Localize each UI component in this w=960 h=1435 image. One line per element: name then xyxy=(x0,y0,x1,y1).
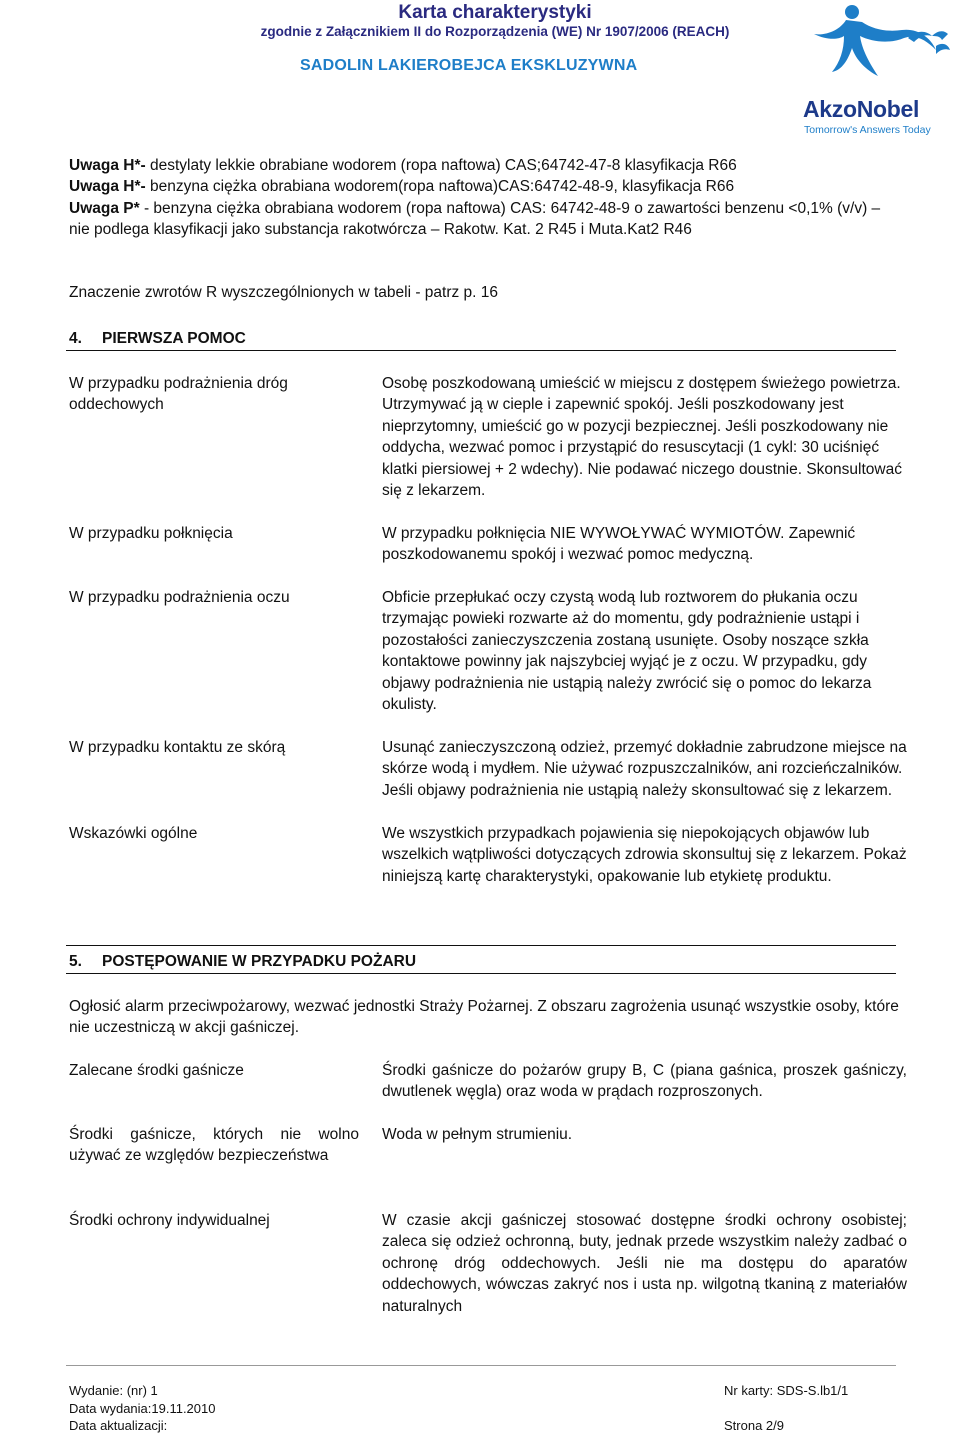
r-phrases-reference: Znaczenie zwrotów R wyszczególnionych w tabeli - patrz p. 16 xyxy=(69,284,499,301)
row-label: W przypadku podrażnienia dróg oddechowych xyxy=(69,375,288,414)
row-text: Usunąć zanieczyszczoną odzież, przemyć dokładnie zabrudzone miejsce na skórze wodą i mydłem. Nie używać rozpuszczalników, ani rozcieńczalników. Jeśli objawy podrażnienia nie ustąpią należy skonsultować się z lekarzem. xyxy=(382,739,907,799)
notes-block xyxy=(69,155,899,241)
section-4-heading: 4. PIERWSZA POMOC xyxy=(69,330,246,347)
update-date: Data aktualizacji: xyxy=(69,1418,168,1433)
row-label: W przypadku kontaktu ze skórą xyxy=(69,739,286,756)
row-text: W przypadku połknięcia NIE WYWOŁYWAĆ WYMIOTÓW. Zapewnić poszkodowanemu spokój i wezwać pomoc medyczną. xyxy=(382,525,856,564)
note-line: Uwaga P* - benzyna ciężka obrabiana wodorem (ropa naftowa) CAS: 64742-48-9 o zawartości benzenu <0,1% (v/v) – nie podlega klasyfikacji jako substancja rakotwórcza – Rakotw. Kat. 2 R45 i Muta.Kat2 R46 xyxy=(69,199,881,239)
row-text: W czasie akcji gaśniczej stosować dostępne środki ochrony osobistej; zaleca się odzież ochronną, buty, jednak przede wszystkim należy zadbać o ochronę dróg oddechowych. Jeśli nie ma dostępu do aparatów oddechowych, wówczas zakryć nos i usta np. wilgotną tkaniną z materiałów naturalnych xyxy=(382,1212,907,1315)
section-5-heading: 5. POSTĘPOWANIE W PRZYPADKU POŻARU xyxy=(69,953,417,970)
regulation-subtitle: zgodnie z Załącznikiem II do Rozporządzenia (WE) Nr 1907/2006 (REACH) xyxy=(260,24,730,39)
logo-tagline: Tomorrow's Answers Today xyxy=(804,124,931,136)
document-title: Karta charakterystyki xyxy=(398,2,592,23)
page-number: Strona 2/9 xyxy=(724,1418,784,1433)
row-text: Osobę poszkodowaną umieścić w miejscu z dostępem świeżego powietrza. Utrzymywać ją w cieple i zapewnić spokój. Jeśli poszkodowany jest nieprzytomny, umieścić go w pozycji bezpiecznej. Jeśli poszkodowany nie oddycha, wezwać pomoc i przystąpić do resuscytacji (1 cykl: 30 uciśnięć klatki piersiowej + 2 wdechy). Nie podawać niczego doustnie. Skonsultować się z lekarzem. xyxy=(382,375,902,500)
row-text: We wszystkich przypadkach pojawienia się niepokojących objawów lub wszelkich wątpliwości dotyczących zdrowia skonsultuj się z lekarzem. Pokaż niniejszą kartę charakterystyki, opakowanie lub etykietę produktu. xyxy=(382,825,907,885)
row-text: Woda w pełnym strumieniu. xyxy=(382,1126,573,1143)
product-name: SADOLIN LAKIEROBEJCA EKSKLUZYWNA xyxy=(300,57,638,74)
row-text: Obficie przepłukać oczy czystą wodą lub roztworem do płukania oczu trzymając powieki rozwarte aż do momentu, gdy podrażnienie ustąpi i pozostałości zanieczyszczenia zostaną usunięte. Osoby noszące szkła kontaktowe powinny jak najszybciej wyjąć je z oczu. W przypadku, gdy objawy podrażnienia nie ustąpią należy zwrócić się o pomoc do lekarza okulisty. xyxy=(382,589,872,714)
akzonobel-logo: AkzoNobel xyxy=(803,96,920,122)
issue-date: Data wydania:19.11.2010 xyxy=(69,1400,216,1416)
fire-intro: Ogłosić alarm przeciwpożarowy, wezwać jednostki Straży Pożarnej. Z obszaru zagrożenia usunąć wszystkie osoby, które nie uczestniczą w akcji gaśniczej. xyxy=(69,998,899,1037)
row-label: Zalecane środki gaśnicze xyxy=(69,1062,244,1079)
row-label: W przypadku podrażnienia oczu xyxy=(69,589,290,606)
row-label: Wskazówki ogólne xyxy=(69,825,198,842)
row-label: W przypadku połknięcia xyxy=(69,525,233,542)
row-text: Środki gaśnicze do pożarów grupy B, C (piana gaśnica, proszek gaśniczy, dwutlenek węgla) oraz woda w prądach rozproszonych. xyxy=(382,1062,907,1101)
footer-divider xyxy=(66,1365,896,1366)
edition-number: Wydanie: (nr) 1 xyxy=(69,1383,158,1398)
note-line: Uwaga H*- destylaty lekkie obrabiane wodorem (ropa naftowa) CAS;64742-47-8 klasyfikacja R66 xyxy=(69,157,737,174)
row-label: Środki ochrony indywidualnej xyxy=(69,1212,270,1229)
section-4-divider xyxy=(66,350,896,351)
card-number: Nr karty: SDS-S.lb1/1 xyxy=(724,1383,849,1398)
row-label: Środki gaśnicze, których nie wolno używać ze względów bezpieczeństwa xyxy=(69,1126,359,1165)
section-5-top-divider xyxy=(66,945,896,946)
section-5-divider xyxy=(66,973,896,974)
note-line: Uwaga H*- benzyna ciężka obrabiana wodorem(ropa naftowa)CAS:64742-48-9, klasyfikacja R66 xyxy=(69,178,735,196)
